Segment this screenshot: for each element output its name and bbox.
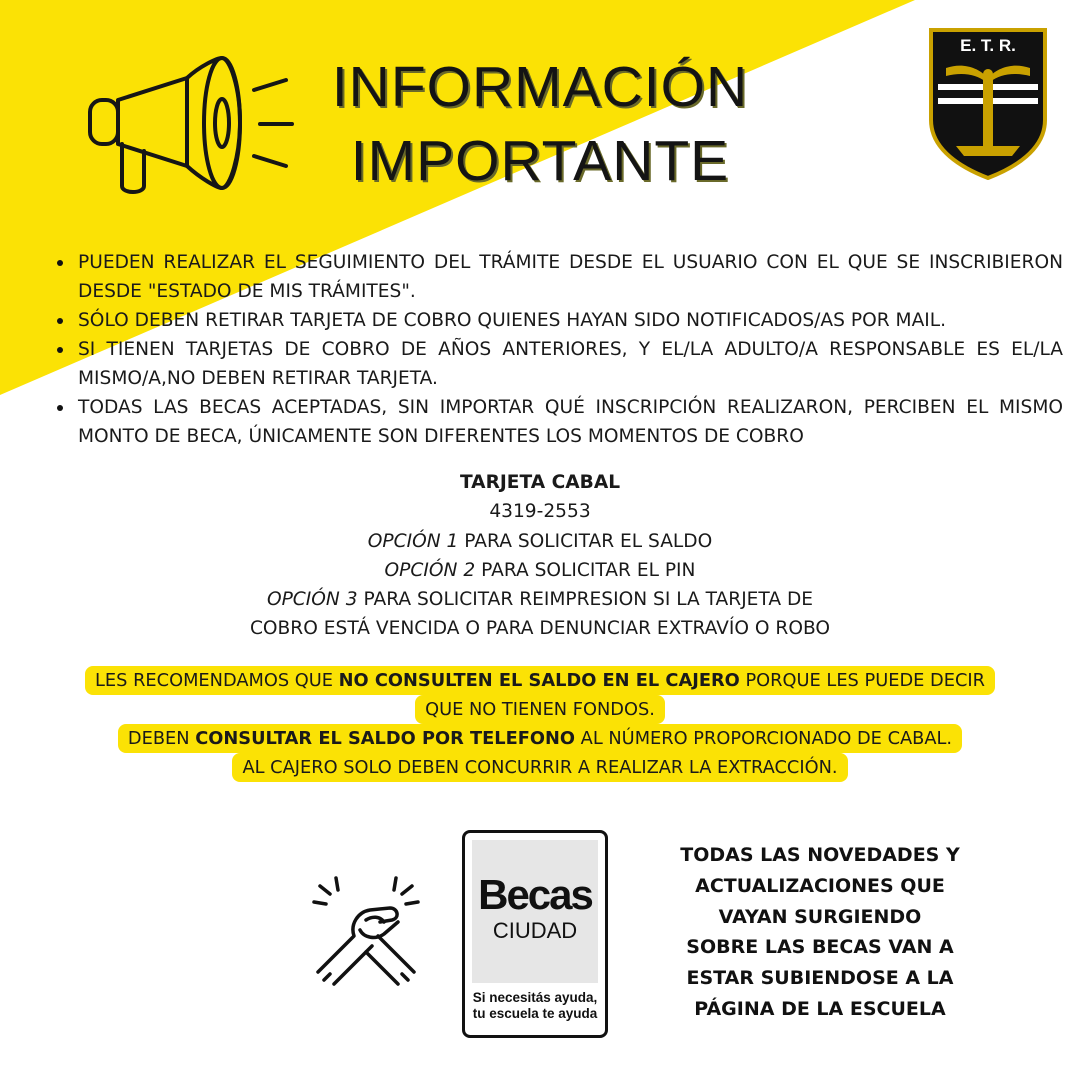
cabal-heading: TARJETA CABAL <box>459 472 621 493</box>
option-1-label: OPCIÓN 1 <box>367 530 459 552</box>
option-3-label: OPCIÓN 3 <box>266 589 358 611</box>
title-line-2: IMPORTANTE <box>350 129 730 193</box>
page-title <box>300 50 780 198</box>
news-line: ESTAR SUBIENDOSE A LA <box>686 967 954 990</box>
cabal-option-3 <box>170 585 910 614</box>
bullet-item: PUEDEN REALIZAR EL SEGUIMIENTO DEL TRÁMITE DESDE EL USUARIO CON EL QUE SE INSCRIBIERON DESDE "ESTADO DE MIS TRÁMITES". <box>78 248 1063 306</box>
cabal-option-2 <box>170 556 910 585</box>
recommendation-line-1: LES RECOMENDAMOS QUE NO CONSULTEN EL SALDO EN EL CAJERO PORQUE LES PUEDE DECIR <box>85 666 995 695</box>
option-2-text: PARA SOLICITAR EL PIN <box>481 559 696 581</box>
news-line: ACTUALIZACIONES QUE <box>695 874 945 897</box>
bullet-item: TODAS LAS BECAS ACEPTADAS, SIN IMPORTAR QUÉ INSCRIPCIÓN REALIZARON, PERCIBEN EL MISMO MONTO DE BECA, ÚNICAMENTE SON DIFERENTES LOS MOMENTOS DE COBRO <box>78 393 1063 451</box>
option-3-text-a: PARA SOLICITAR REIMPRESION SI LA TARJETA DE <box>363 589 814 611</box>
title-line-1: INFORMACIÓN <box>331 55 749 119</box>
tarjeta-cabal-block <box>170 468 910 644</box>
recommendation-line-4: AL CAJERO SOLO DEBEN CONCURRIR A REALIZAR LA EXTRACCIÓN. <box>232 753 847 782</box>
info-bullet-list <box>50 248 1063 451</box>
megaphone-icon <box>82 48 297 198</box>
school-logo <box>928 28 1048 180</box>
logo-text: E. T. R. <box>960 36 1016 55</box>
news-line: SOBRE LAS BECAS VAN A <box>686 936 954 959</box>
handshake-icon <box>306 872 426 987</box>
news-notice <box>660 840 980 1025</box>
recommendation-line-3: DEBEN CONSULTAR EL SALDO POR TELEFONO AL NÚMERO PROPORCIONADO DE CABAL. <box>118 724 962 753</box>
recommendation-block <box>40 666 1040 782</box>
becas-ciudad-badge <box>462 830 608 1038</box>
option-2-label: OPCIÓN 2 <box>384 559 476 581</box>
cabal-phone: 4319-2553 <box>489 501 591 523</box>
bullet-item: SÓLO DEBEN RETIRAR TARJETA DE COBRO QUIENES HAYAN SIDO NOTIFICADOS/AS POR MAIL. <box>78 306 1063 335</box>
bullet-item: SI TIENEN TARJETAS DE COBRO DE AÑOS ANTERIORES, Y EL/LA ADULTO/A RESPONSABLE ES EL/LA MISMO/A,NO DEBEN RETIRAR TARJETA. <box>78 335 1063 393</box>
badge-ciudad-word: CIUDAD <box>492 918 578 943</box>
news-line: VAYAN SURGIENDO <box>718 905 922 928</box>
recommendation-line-2: QUE NO TIENEN FONDOS. <box>415 695 665 724</box>
cabal-option-1 <box>170 527 910 556</box>
badge-becas-word: Becas <box>478 871 592 918</box>
news-line: PÁGINA DE LA ESCUELA <box>694 997 946 1020</box>
option-1-text: PARA SOLICITAR EL SALDO <box>464 530 713 552</box>
option-3-text-b: COBRO ESTÁ VENCIDA O PARA DENUNCIAR EXTRAVÍO O ROBO <box>249 618 831 640</box>
news-line: TODAS LAS NOVEDADES Y <box>680 844 960 866</box>
badge-help-text: Si necesitás ayuda, tu escuela te ayuda <box>472 990 598 1021</box>
